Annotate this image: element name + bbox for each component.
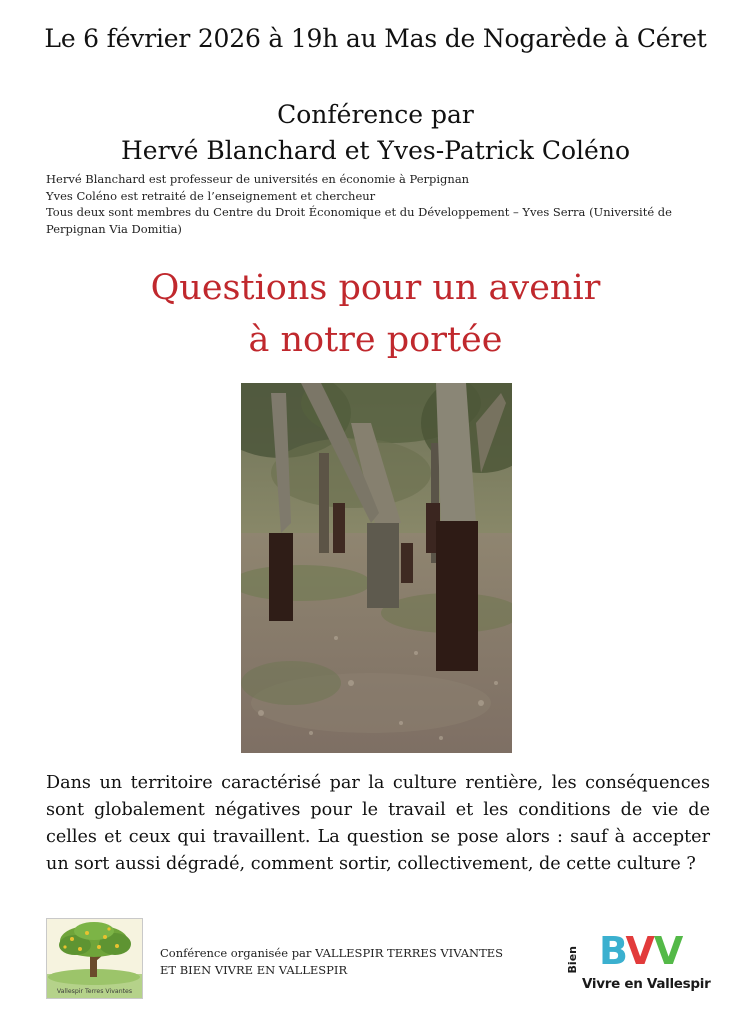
conference-speakers: Hervé Blanchard et Yves-Patrick Coléno (121, 136, 630, 165)
cork-oak-forest-photo (241, 383, 512, 753)
bvv-letter-v1: V (625, 929, 654, 973)
speaker-info-line: Tous deux sont membres du Centre du Droit Économique et du Développement – Yves Serra (Université de (46, 205, 672, 219)
main-title-line-2: à notre portée (248, 320, 503, 360)
event-date-line: Le 6 février 2026 à 19h au Mas de Nogarède à Céret (44, 24, 707, 53)
organizer-line-1: Conférence organisée par VALLESPIR TERRES VIVANTES (160, 946, 504, 960)
bvv-subtitle: Vivre en Vallespir (582, 976, 711, 992)
vallespir-terres-vivantes-logo (46, 918, 143, 999)
bvv-letters (599, 930, 682, 972)
organizer-credit (160, 945, 560, 979)
speaker-info-line: Perpignan Via Domitia) (46, 221, 182, 236)
bvv-letter-v2: V (653, 929, 683, 973)
bvv-bien-text: Bien (566, 946, 579, 974)
conference-line-1: Conférence par (277, 100, 474, 129)
speakers-info (46, 171, 716, 237)
tree-logo-icon (47, 919, 142, 998)
main-title (0, 262, 751, 366)
bien-vivre-en-vallespir-logo (566, 929, 711, 998)
description-paragraph: Dans un territoire caractérisé par la culture rentière, les conséquences sont globalement négatives pour le travail et les conditions de vie de celles et ceux qui travaillent. La question se pose alors : sauf à accepter un sort aussi dégradé, comment sortir, collectivement, de cette culture ? (46, 773, 710, 874)
organizer-line-2: ET BIEN VIVRE EN VALLESPIR (160, 963, 348, 977)
org-logo-caption: Vallespir Terres Vivantes (56, 988, 133, 995)
speaker-info-line: Hervé Blanchard est professeur de universités en économie à Perpignan (46, 172, 470, 186)
main-title-line-1: Questions pour un avenir (150, 268, 601, 308)
conference-title (0, 97, 751, 169)
speaker-info-line: Yves Coléno est retraité de l’enseignement et chercheur (46, 188, 376, 203)
bvv-letter-b: B (599, 929, 626, 973)
